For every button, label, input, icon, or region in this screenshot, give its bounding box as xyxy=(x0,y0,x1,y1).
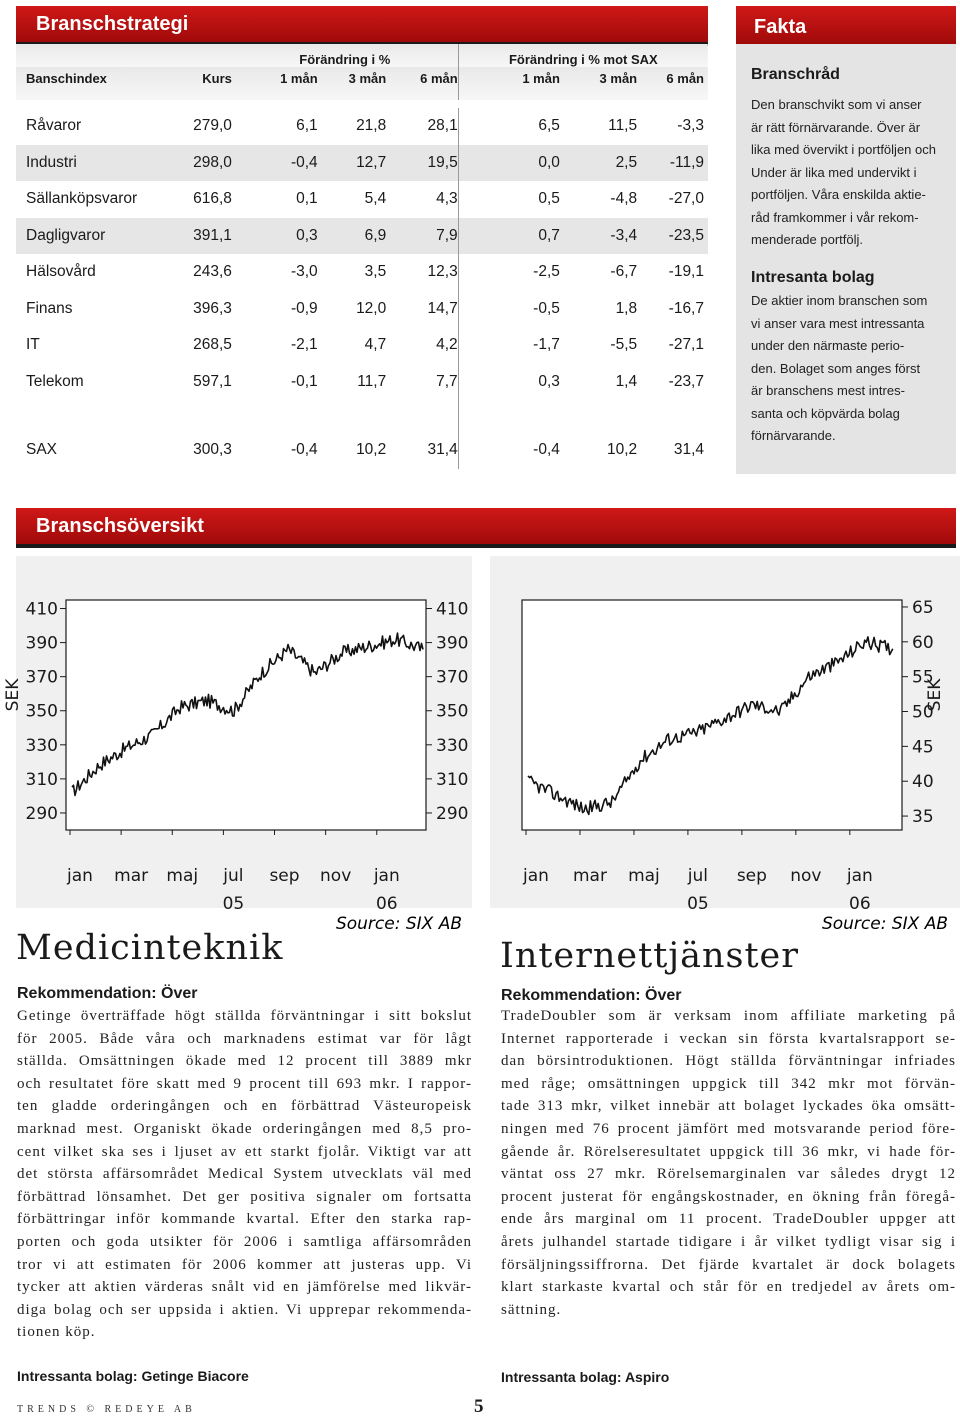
x-tick-label: mar xyxy=(572,866,607,886)
change-group-header: Förändring i % xyxy=(299,52,391,67)
y-tick-label: 390 xyxy=(25,633,58,654)
publisher-footer: TRENDS © REDEYE AB xyxy=(17,1404,196,1415)
name: Finans xyxy=(26,299,73,317)
cell-sax-6m: -11,9 xyxy=(669,153,704,171)
cell-sax-1m: 0,5 xyxy=(458,181,560,218)
cell-kurs: 396,3 xyxy=(193,299,232,317)
cell-sax-3m: -6,7 xyxy=(610,263,638,281)
article-line: Getinge överträffade högt ställda förväntningar i sitt bokslut xyxy=(17,1008,472,1024)
cell-6m: 4,3 xyxy=(436,190,458,208)
y-tick-label: 290 xyxy=(25,803,58,824)
cell-6m: 12,3 xyxy=(427,263,458,281)
y-tick-label: 370 xyxy=(25,667,58,688)
y-tick-label: 310 xyxy=(25,769,58,790)
article-left-recommendation: Rekommendation: Över xyxy=(17,985,198,1002)
col-3m-header: 3 mån xyxy=(348,71,387,86)
cell-sax-6m: -3,3 xyxy=(677,117,704,135)
x-tick-label: nov xyxy=(790,866,822,886)
cell-kurs: 243,6 xyxy=(193,263,232,281)
table-row xyxy=(16,432,708,469)
x-tick-label: jul xyxy=(687,866,709,886)
y-axis-label: SEK xyxy=(925,678,945,712)
y-axis-label: SEK xyxy=(3,678,23,712)
cell-6m: 31,4 xyxy=(427,441,458,459)
cell-1m: 0,1 xyxy=(296,190,318,208)
x-year-label: 06 xyxy=(375,894,398,914)
table-row xyxy=(16,291,708,328)
table-row xyxy=(16,145,708,182)
cell-sax-6m: -23,5 xyxy=(668,226,704,244)
cell-3m: 21,8 xyxy=(356,117,387,135)
cell-kurs: 298,0 xyxy=(193,153,232,171)
y-tick-label: 330 xyxy=(436,735,469,756)
y-tick-label: 310 xyxy=(436,769,469,790)
plot-area xyxy=(522,600,902,830)
article-line: tror vi att estimaten för 2006 kommer att justeras upp. Vi xyxy=(17,1256,472,1273)
article-line: klart starkaste kvartal och står för en tredjedel av årets om- xyxy=(501,1279,956,1296)
cell-3m: 11,7 xyxy=(357,372,387,390)
cell-kurs: 279,0 xyxy=(193,117,232,135)
cell-sax-3m: 10,2 xyxy=(606,441,638,459)
article-line: sättning. xyxy=(501,1301,562,1318)
x-tick-label: jan xyxy=(373,866,400,886)
x-tick-label: sep xyxy=(736,866,767,886)
article-left-interesting: Intressanta bolag: Getinge Biacore xyxy=(17,1368,249,1384)
name: Hälsovård xyxy=(26,263,96,281)
x-year-label: 05 xyxy=(222,894,245,914)
y-tick-label: 370 xyxy=(436,667,469,688)
chart-source: Source: SIX AB xyxy=(821,914,948,934)
table-row xyxy=(16,364,708,401)
name: Sällanköpsvaror xyxy=(26,190,138,208)
col-price-header: Kurs xyxy=(202,71,232,86)
col-1m-header: 1 mån xyxy=(280,71,318,86)
article-right-title: Internettjänster xyxy=(500,936,799,976)
change-sax-group-header: Förändring i % mot SAX xyxy=(458,44,708,67)
cell-1m: -3,0 xyxy=(290,263,318,281)
article-line: diga bolag och ser uppsida i aktien. Vi upprepar rekommenda- xyxy=(17,1301,472,1318)
table-group-header-row xyxy=(16,44,708,67)
col-sax-1m-header: 1 mån xyxy=(458,67,560,100)
page-number: 5 xyxy=(474,1396,484,1417)
article-line: Internet rapporterade i veckan sin första kvartalsrapport se- xyxy=(501,1030,956,1047)
cell-6m: 7,9 xyxy=(436,226,458,244)
y-tick-label: 410 xyxy=(25,599,58,620)
cell-sax-6m: 31,4 xyxy=(673,441,704,459)
article-line: ende års marginal om 11 procent. TradeDoubler uppger att xyxy=(501,1211,956,1228)
article-right-body xyxy=(501,1005,956,1321)
cell-3m: 3,5 xyxy=(364,263,387,281)
article-line: ten gladde orderingången och en förbättrad Västeuropeisk xyxy=(17,1098,472,1115)
cell-sax-1m: 0,0 xyxy=(458,145,560,182)
article-line: med råge; omsättningen uppgick till 342 mkr mot förvän- xyxy=(501,1075,956,1092)
x-year-label: 06 xyxy=(849,894,871,914)
article-line: TradeDoubler som är verksam inom affiliate marketing på xyxy=(501,1008,956,1024)
col-index-header: Banschindex xyxy=(26,71,107,86)
y-tick-label: 50 xyxy=(912,702,934,723)
x-tick-label: maj xyxy=(628,866,660,886)
name: IT xyxy=(26,336,40,354)
table-row xyxy=(16,218,708,255)
name: Telekom xyxy=(26,372,84,390)
article-line: ningen med 76 procent jämfört med motsvarande period före- xyxy=(501,1120,956,1137)
name: SAX xyxy=(26,441,58,459)
cell-3m: 12,7 xyxy=(356,153,387,171)
table-column-header-row xyxy=(16,67,708,100)
cell-3m: 4,7 xyxy=(364,336,387,354)
y-tick-label: 40 xyxy=(912,772,934,793)
cell-1m: -0,1 xyxy=(290,372,318,390)
article-line: för 2005. Både våra och marknadens estimat var för lågt xyxy=(17,1030,472,1047)
col-sax-3m-header: 3 mån xyxy=(599,71,638,86)
cell-sax-1m: -2,5 xyxy=(458,254,560,291)
article-line: förbättringar inför kommande kvartal. Efter den starka rap- xyxy=(17,1211,472,1228)
y-tick-label: 350 xyxy=(436,701,469,722)
cell-sax-1m: 0,3 xyxy=(458,364,560,401)
article-line: tionen köp. xyxy=(17,1324,96,1341)
cell-3m: 5,4 xyxy=(364,190,387,208)
x-tick-label: sep xyxy=(269,866,300,886)
article-line: porten och goda utsikter för 2006 i samtliga affärsområden xyxy=(17,1233,472,1250)
fakta-box xyxy=(736,6,956,474)
cell-sax-6m: -19,1 xyxy=(668,263,704,281)
cell-3m: 6,9 xyxy=(364,226,387,244)
article-line: gående år. Rörelseresultatet uppgick till 36 mkr, vi hade för- xyxy=(501,1143,956,1160)
cell-sax-1m: -0,5 xyxy=(458,291,560,328)
col-6m-header: 6 mån xyxy=(420,71,458,86)
cell-1m: 0,3 xyxy=(296,226,318,244)
strategy-header: Branschstrategi xyxy=(16,6,708,42)
name: Dagligvaror xyxy=(26,226,106,244)
article-line: förbättrad lönsamhet. Det ger positiva signaler om fortsatta xyxy=(17,1188,472,1205)
col-sax-6m-header: 6 mån xyxy=(666,71,704,86)
cell-1m: 6,1 xyxy=(296,117,318,135)
y-tick-label: 350 xyxy=(25,701,58,722)
y-tick-label: 55 xyxy=(912,667,934,688)
x-tick-label: nov xyxy=(320,866,352,886)
cell-6m: 4,2 xyxy=(436,336,458,354)
y-tick-label: 35 xyxy=(912,807,934,828)
article-left-title: Medicinteknik xyxy=(16,928,284,968)
bolag-heading: Intresanta bolag xyxy=(751,269,875,286)
article-line: tade 313 mkr, vilket innebär att bolaget lyckades öka omsätt- xyxy=(501,1098,956,1115)
article-right-interesting: Intressanta bolag: Aspiro xyxy=(501,1369,670,1385)
article-line: tycker att aktien värderas snålt vid en jämförelse med likvär- xyxy=(17,1279,472,1296)
chart-left xyxy=(0,556,480,934)
cell-sax-3m: -4,8 xyxy=(610,190,638,208)
cell-6m: 7,7 xyxy=(436,372,458,390)
cell-kurs: 391,1 xyxy=(193,226,232,244)
article-line: årets julhandel startade tidigare i år vilket tydligt visar sig i xyxy=(501,1233,956,1250)
bolag-text: De aktier inom branschen som vi anser vara mest intressanta under den närmaste perio- den. Bolaget som anges först är branschens mest intres- santa och köpvärda bolag förnärvarande. xyxy=(751,293,928,443)
cell-sax-3m: -5,5 xyxy=(610,336,638,354)
table-row xyxy=(16,108,708,145)
cell-sax-1m: -1,7 xyxy=(458,327,560,364)
cell-sax-1m: -0,4 xyxy=(458,432,560,469)
branschrad-heading: Branschråd xyxy=(751,66,840,83)
cell-6m: 28,1 xyxy=(427,117,458,135)
cell-1m: -0,9 xyxy=(290,299,318,317)
x-tick-label: jul xyxy=(223,866,244,886)
cell-sax-3m: -3,4 xyxy=(610,226,638,244)
cell-3m: 10,2 xyxy=(356,441,387,459)
article-line: försäljningssiffrorna. Det fjärde kvartalet är dock bolagets xyxy=(501,1256,956,1273)
cell-1m: -2,1 xyxy=(290,336,318,354)
table-row xyxy=(16,181,708,218)
article-line: procent justerat för engångskostnader, en ökning från föregå- xyxy=(501,1188,956,1205)
cell-sax-3m: 2,5 xyxy=(615,153,638,171)
cell-sax-1m: 6,5 xyxy=(458,108,560,145)
cell-kurs: 268,5 xyxy=(193,336,232,354)
name: Råvaror xyxy=(26,117,82,135)
name: Industri xyxy=(26,153,77,171)
cell-sax-1m: 0,7 xyxy=(458,218,560,255)
cell-sax-3m: 1,4 xyxy=(615,372,638,390)
x-tick-label: jan xyxy=(523,866,549,886)
x-tick-label: jan xyxy=(846,866,873,886)
y-tick-label: 45 xyxy=(912,737,934,758)
article-line: och resultatet före skatt med 9 procent till 693 mkr. I rappor- xyxy=(17,1075,472,1092)
chart-right xyxy=(480,556,960,934)
article-line: marknad mest. Organiskt ökade orderingången med 8,5 pro- xyxy=(17,1120,472,1137)
y-tick-label: 65 xyxy=(912,597,934,618)
chart-source: Source: SIX AB xyxy=(335,914,462,934)
y-tick-label: 290 xyxy=(436,803,469,824)
cell-6m: 19,5 xyxy=(427,153,458,171)
cell-3m: 12,0 xyxy=(356,299,387,317)
cell-kurs: 300,3 xyxy=(193,441,232,459)
x-year-label: 05 xyxy=(687,894,709,914)
article-line: det största affärsområdet Medical System utvecklats väl med xyxy=(17,1166,472,1183)
plot-area xyxy=(66,600,426,830)
cell-1m: -0,4 xyxy=(290,153,318,171)
cell-kurs: 616,8 xyxy=(193,190,232,208)
cell-sax-3m: 11,5 xyxy=(608,117,638,135)
x-tick-label: maj xyxy=(166,866,199,886)
article-left-body xyxy=(17,1005,472,1344)
x-tick-label: jan xyxy=(67,866,93,886)
fakta-title: Fakta xyxy=(736,6,956,44)
cell-sax-6m: -16,7 xyxy=(668,299,704,317)
table-row xyxy=(16,254,708,291)
y-tick-label: 410 xyxy=(436,599,469,620)
y-tick-label: 60 xyxy=(912,632,934,653)
branschrad-text: Den branschvikt som vi anser är rätt förnärvarande. Över är lika med övervikt i portföljen och Under är lika med undervikt i portföljen. Våra enskilda aktie- råd framkommer i vår rekom- menderade portfölj. xyxy=(751,97,936,247)
cell-6m: 14,7 xyxy=(427,299,458,317)
cell-kurs: 597,1 xyxy=(193,372,232,390)
article-line: cent vilket ska ses i ljuset av ett starkt fjolår. Viktigt var att xyxy=(17,1143,472,1160)
overview-header: Branschsöversikt xyxy=(16,508,956,544)
strategy-table xyxy=(16,44,708,469)
y-tick-label: 390 xyxy=(436,633,469,654)
x-tick-label: mar xyxy=(114,866,149,886)
cell-sax-6m: -27,1 xyxy=(668,336,704,354)
table-row xyxy=(16,327,708,364)
cell-sax-6m: -23,7 xyxy=(668,372,704,390)
article-line: väntat oss 27 mkr. Rörelsemarginalen var således drygt 12 xyxy=(501,1166,956,1183)
cell-sax-6m: -27,0 xyxy=(668,190,704,208)
y-tick-label: 330 xyxy=(25,735,58,756)
cell-sax-3m: 1,8 xyxy=(615,299,638,317)
article-line: ställda. Omsättningen ökade med 12 procent till 3889 mkr xyxy=(17,1053,472,1070)
article-line: dan börsintroduktionen. Högt ställda förväntningar infriades xyxy=(501,1053,956,1070)
article-right-recommendation: Rekommendation: Över xyxy=(501,987,682,1004)
cell-1m: -0,4 xyxy=(290,441,318,459)
